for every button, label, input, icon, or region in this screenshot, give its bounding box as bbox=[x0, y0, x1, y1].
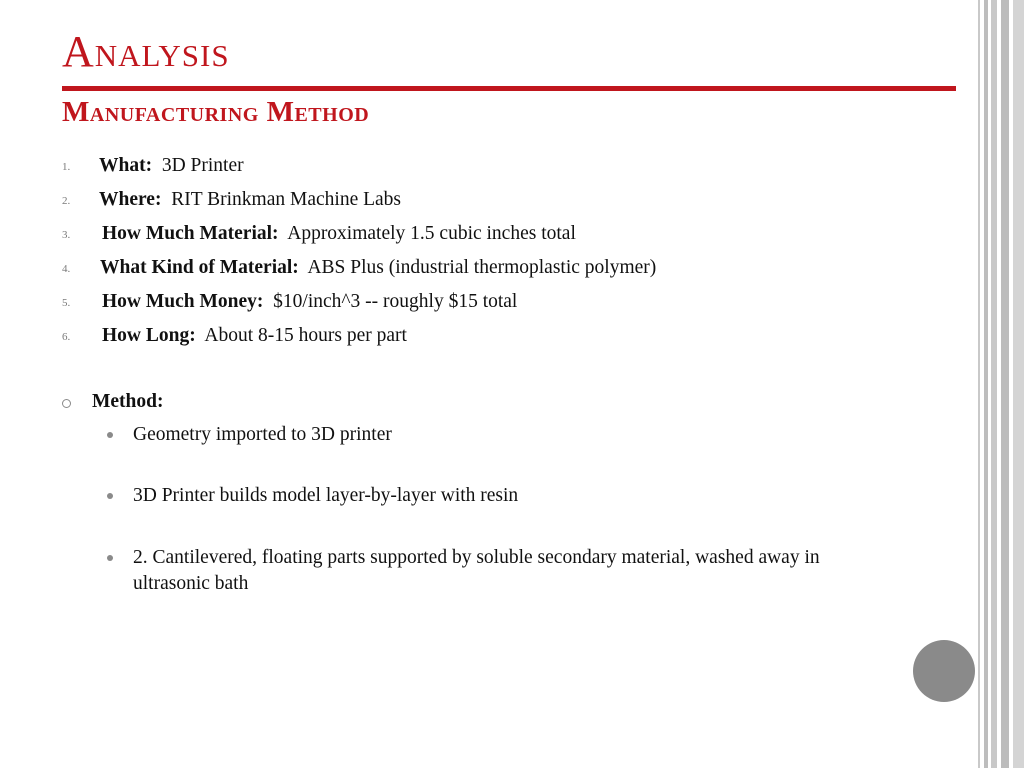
slide-subtitle: Manufacturing Method bbox=[62, 96, 370, 128]
title-underline bbox=[62, 86, 956, 91]
list-item-text bbox=[102, 291, 517, 313]
list-item-value: About 8-15 hours per part bbox=[204, 325, 407, 346]
decorative-edge-bar bbox=[984, 0, 988, 768]
decorative-circle bbox=[913, 640, 975, 702]
list-item-text bbox=[99, 155, 244, 177]
list-number: 4. bbox=[62, 263, 71, 275]
method-bullet-text: 3D Printer builds model layer-by-layer with resin bbox=[133, 485, 519, 506]
decorative-edge-bar bbox=[991, 0, 997, 768]
decorative-edge-bar bbox=[978, 0, 980, 768]
list-number: 6. bbox=[62, 331, 71, 343]
list-item-text bbox=[100, 257, 656, 279]
decorative-edge-bar bbox=[1001, 0, 1009, 768]
list-item-value: 3D Printer bbox=[161, 155, 244, 176]
list-number: 1. bbox=[62, 161, 71, 173]
bullet-dot-icon bbox=[107, 493, 113, 499]
decorative-edge-bar bbox=[1013, 0, 1024, 768]
list-item-label: How Much Money: bbox=[102, 291, 264, 312]
list-item-label: Where: bbox=[99, 189, 162, 210]
list-item-label: How Long: bbox=[102, 325, 196, 346]
list-number: 2. bbox=[62, 195, 71, 207]
list-number: 5. bbox=[62, 297, 71, 309]
list-item-value: ABS Plus (industrial thermoplastic polymer) bbox=[307, 257, 657, 278]
method-bullet-text: Geometry imported to 3D printer bbox=[133, 424, 392, 445]
list-item-text bbox=[102, 223, 576, 245]
slide-title: Analysis bbox=[62, 27, 230, 76]
list-item-label: What Kind of Material: bbox=[100, 257, 299, 278]
method-bullet-text: 2. Cantilevered, floating parts supported by soluble secondary material, washed away in ultrasonic bath bbox=[133, 547, 820, 594]
list-number: 3. bbox=[62, 229, 71, 241]
bullet-dot-icon bbox=[107, 555, 113, 561]
list-item-label: How Much Material: bbox=[102, 223, 279, 244]
list-item-value: $10/inch^3 -- roughly $15 total bbox=[273, 291, 518, 312]
list-item-text bbox=[102, 325, 407, 347]
list-item-value: Approximately 1.5 cubic inches total bbox=[287, 223, 576, 244]
hollow-bullet-icon bbox=[62, 399, 71, 408]
list-item-value: RIT Brinkman Machine Labs bbox=[171, 189, 402, 210]
list-item-label: What: bbox=[99, 155, 153, 176]
list-item-text bbox=[99, 189, 401, 211]
method-heading: Method: bbox=[92, 391, 164, 412]
bullet-dot-icon bbox=[107, 432, 113, 438]
